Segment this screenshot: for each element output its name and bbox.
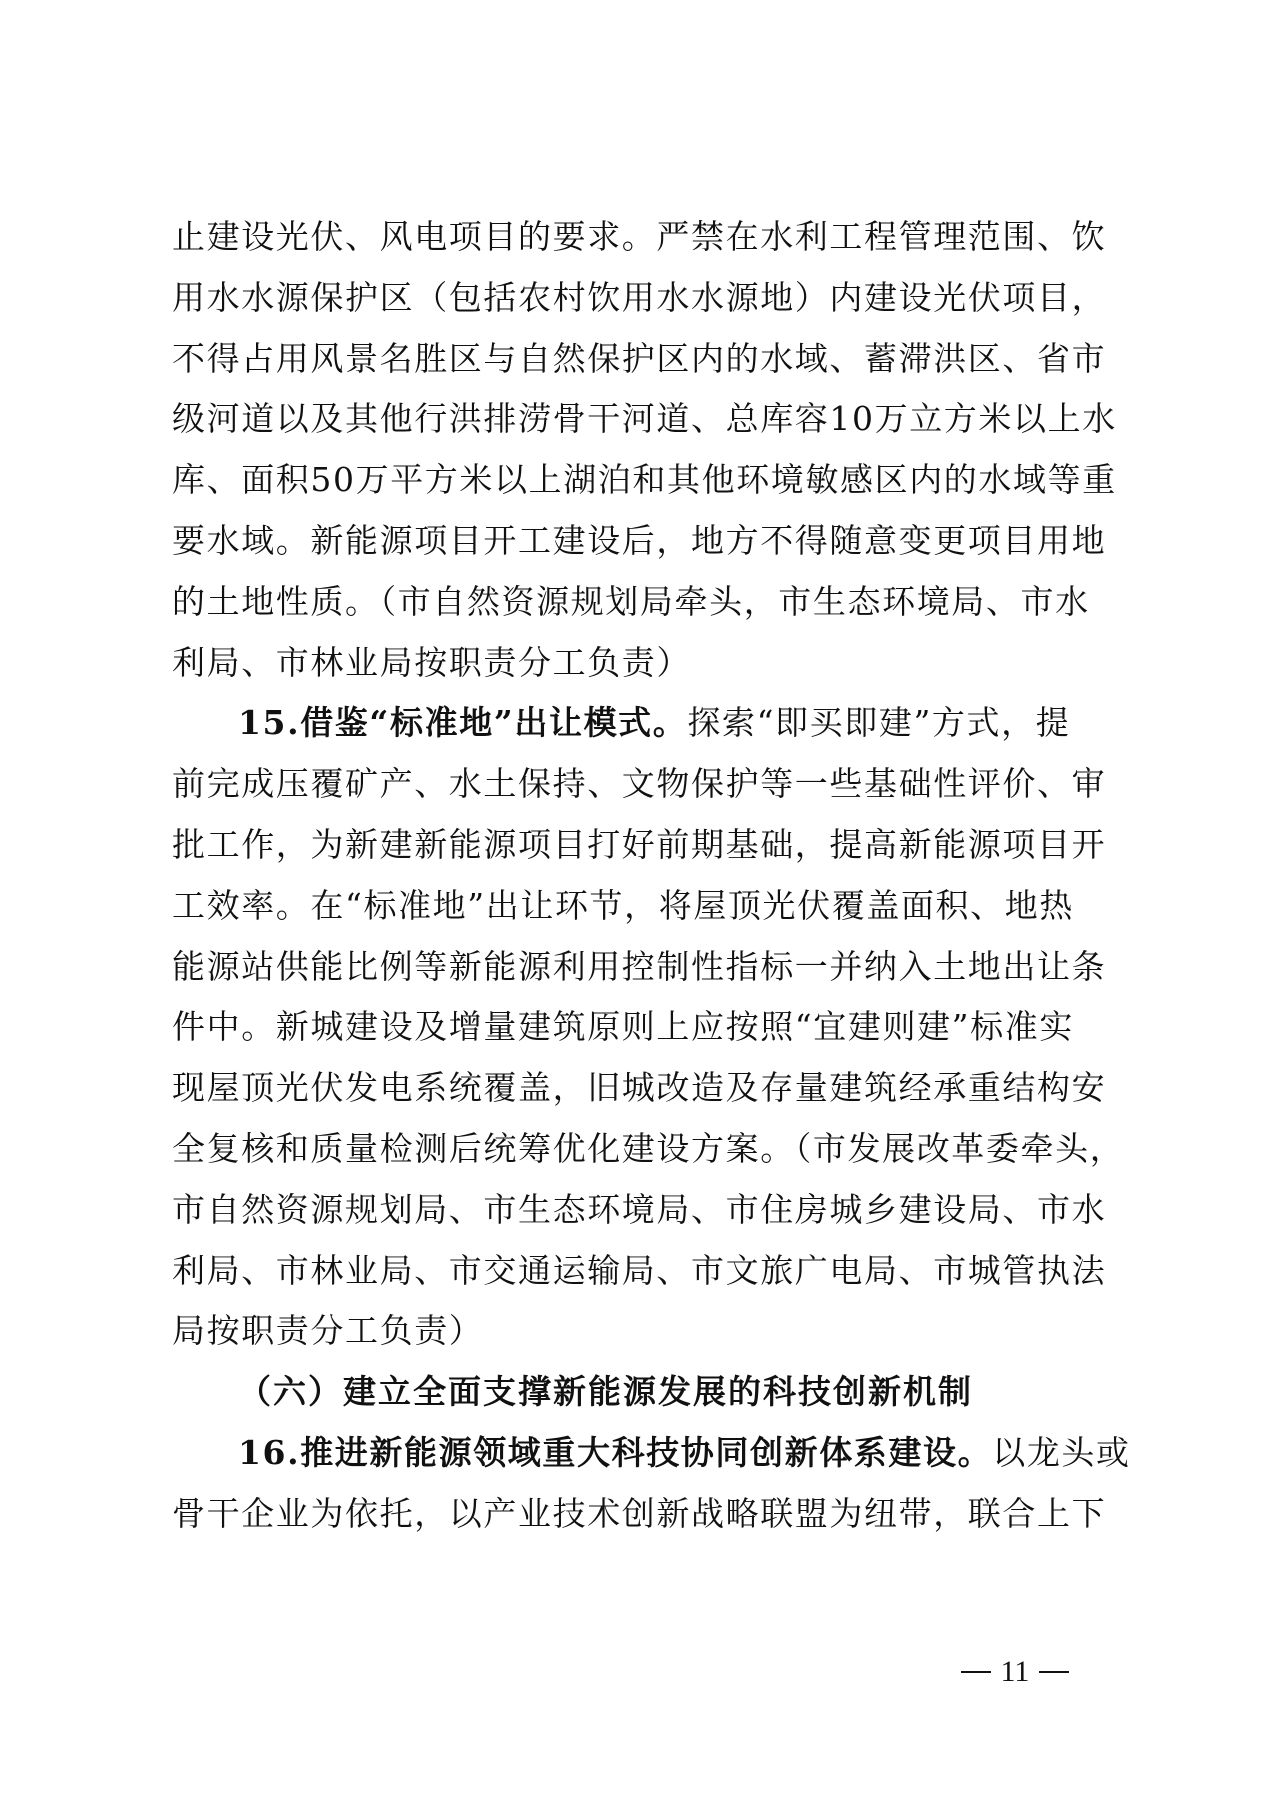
text-line: 级河道以及其他行洪排涝骨干河道、总库容10万立方米以上水 [172,399,1117,439]
text-line: 库、面积50万平方米以上湖泊和其他环境敏感区内的水域等重 [172,460,1117,500]
item-16-first-line [172,1423,1131,1484]
page-number [950,1650,1080,1694]
right-dash [1039,1671,1069,1673]
item-15-title: 15.借鉴“标准地”出让模式。 [238,703,688,743]
text-line: 件中。新城建设及增量建筑原则上应按照“宜建则建”标准实 [172,1007,1074,1047]
left-dash [961,1671,991,1673]
item-16-title: 16.推进新能源领域重大科技协同创新体系建设。 [238,1432,993,1472]
text-line: 局按职责分工负责） [172,1311,484,1351]
item-15-text: 探索“即买即建”方式，提 [687,703,1071,743]
text-line: 利局、市林业局按职责分工负责） [172,642,691,682]
text-line: 利局、市林业局、市交通运输局、市文旅广电局、市城管执法 [172,1250,1107,1290]
text-line: 用水水源保护区（包括农村饮用水水源地）内建设光伏项目， [172,277,1107,317]
text-line: 现屋顶光伏发电系统覆盖，旧城改造及存量建筑经承重结构安 [172,1068,1107,1108]
text-line: 要水域。新能源项目开工建设后，地方不得随意变更项目用地 [172,520,1107,560]
body-text [172,207,1131,1545]
item-16-text: 以龙头或 [992,1432,1131,1472]
text-line: 工效率。在“标准地”出让环节，将屋顶光伏覆盖面积、地热 [172,885,1074,925]
text-line: 批工作，为新建新能源项目打好前期基础，提高新能源项目开 [172,824,1107,864]
item-15-first-line [172,693,1112,754]
text-line: 全复核和质量检测后统筹优化建设方案。（市发展改革委牵头， [172,1128,1125,1168]
text-line: 不得占用风景名胜区与自然保护区内的水域、蓄滞洪区、省市 [172,338,1107,378]
text-line: 的土地性质。（市自然资源规划局牵头，市生态环境局、市水 [172,581,1090,621]
text-line: 止建设光伏、风电项目的要求。严禁在水利工程管理范围、饮 [172,217,1107,256]
text-line: 骨干企业为依托，以产业技术创新战略联盟为纽带，联合上下 [172,1493,1107,1533]
text-line: 能源站供能比例等新能源利用控制性指标一并纳入土地出让条 [172,946,1107,986]
text-line: 市自然资源规划局、市生态环境局、市住房城乡建设局、市水 [172,1189,1107,1229]
text-line: 前完成压覆矿产、水土保持、文物保护等一些基础性评价、审 [172,764,1107,804]
page-number-value: 11 [1000,1655,1030,1688]
section-heading: （六）建立全面支撑新能源发展的科技创新机制 [238,1372,973,1412]
